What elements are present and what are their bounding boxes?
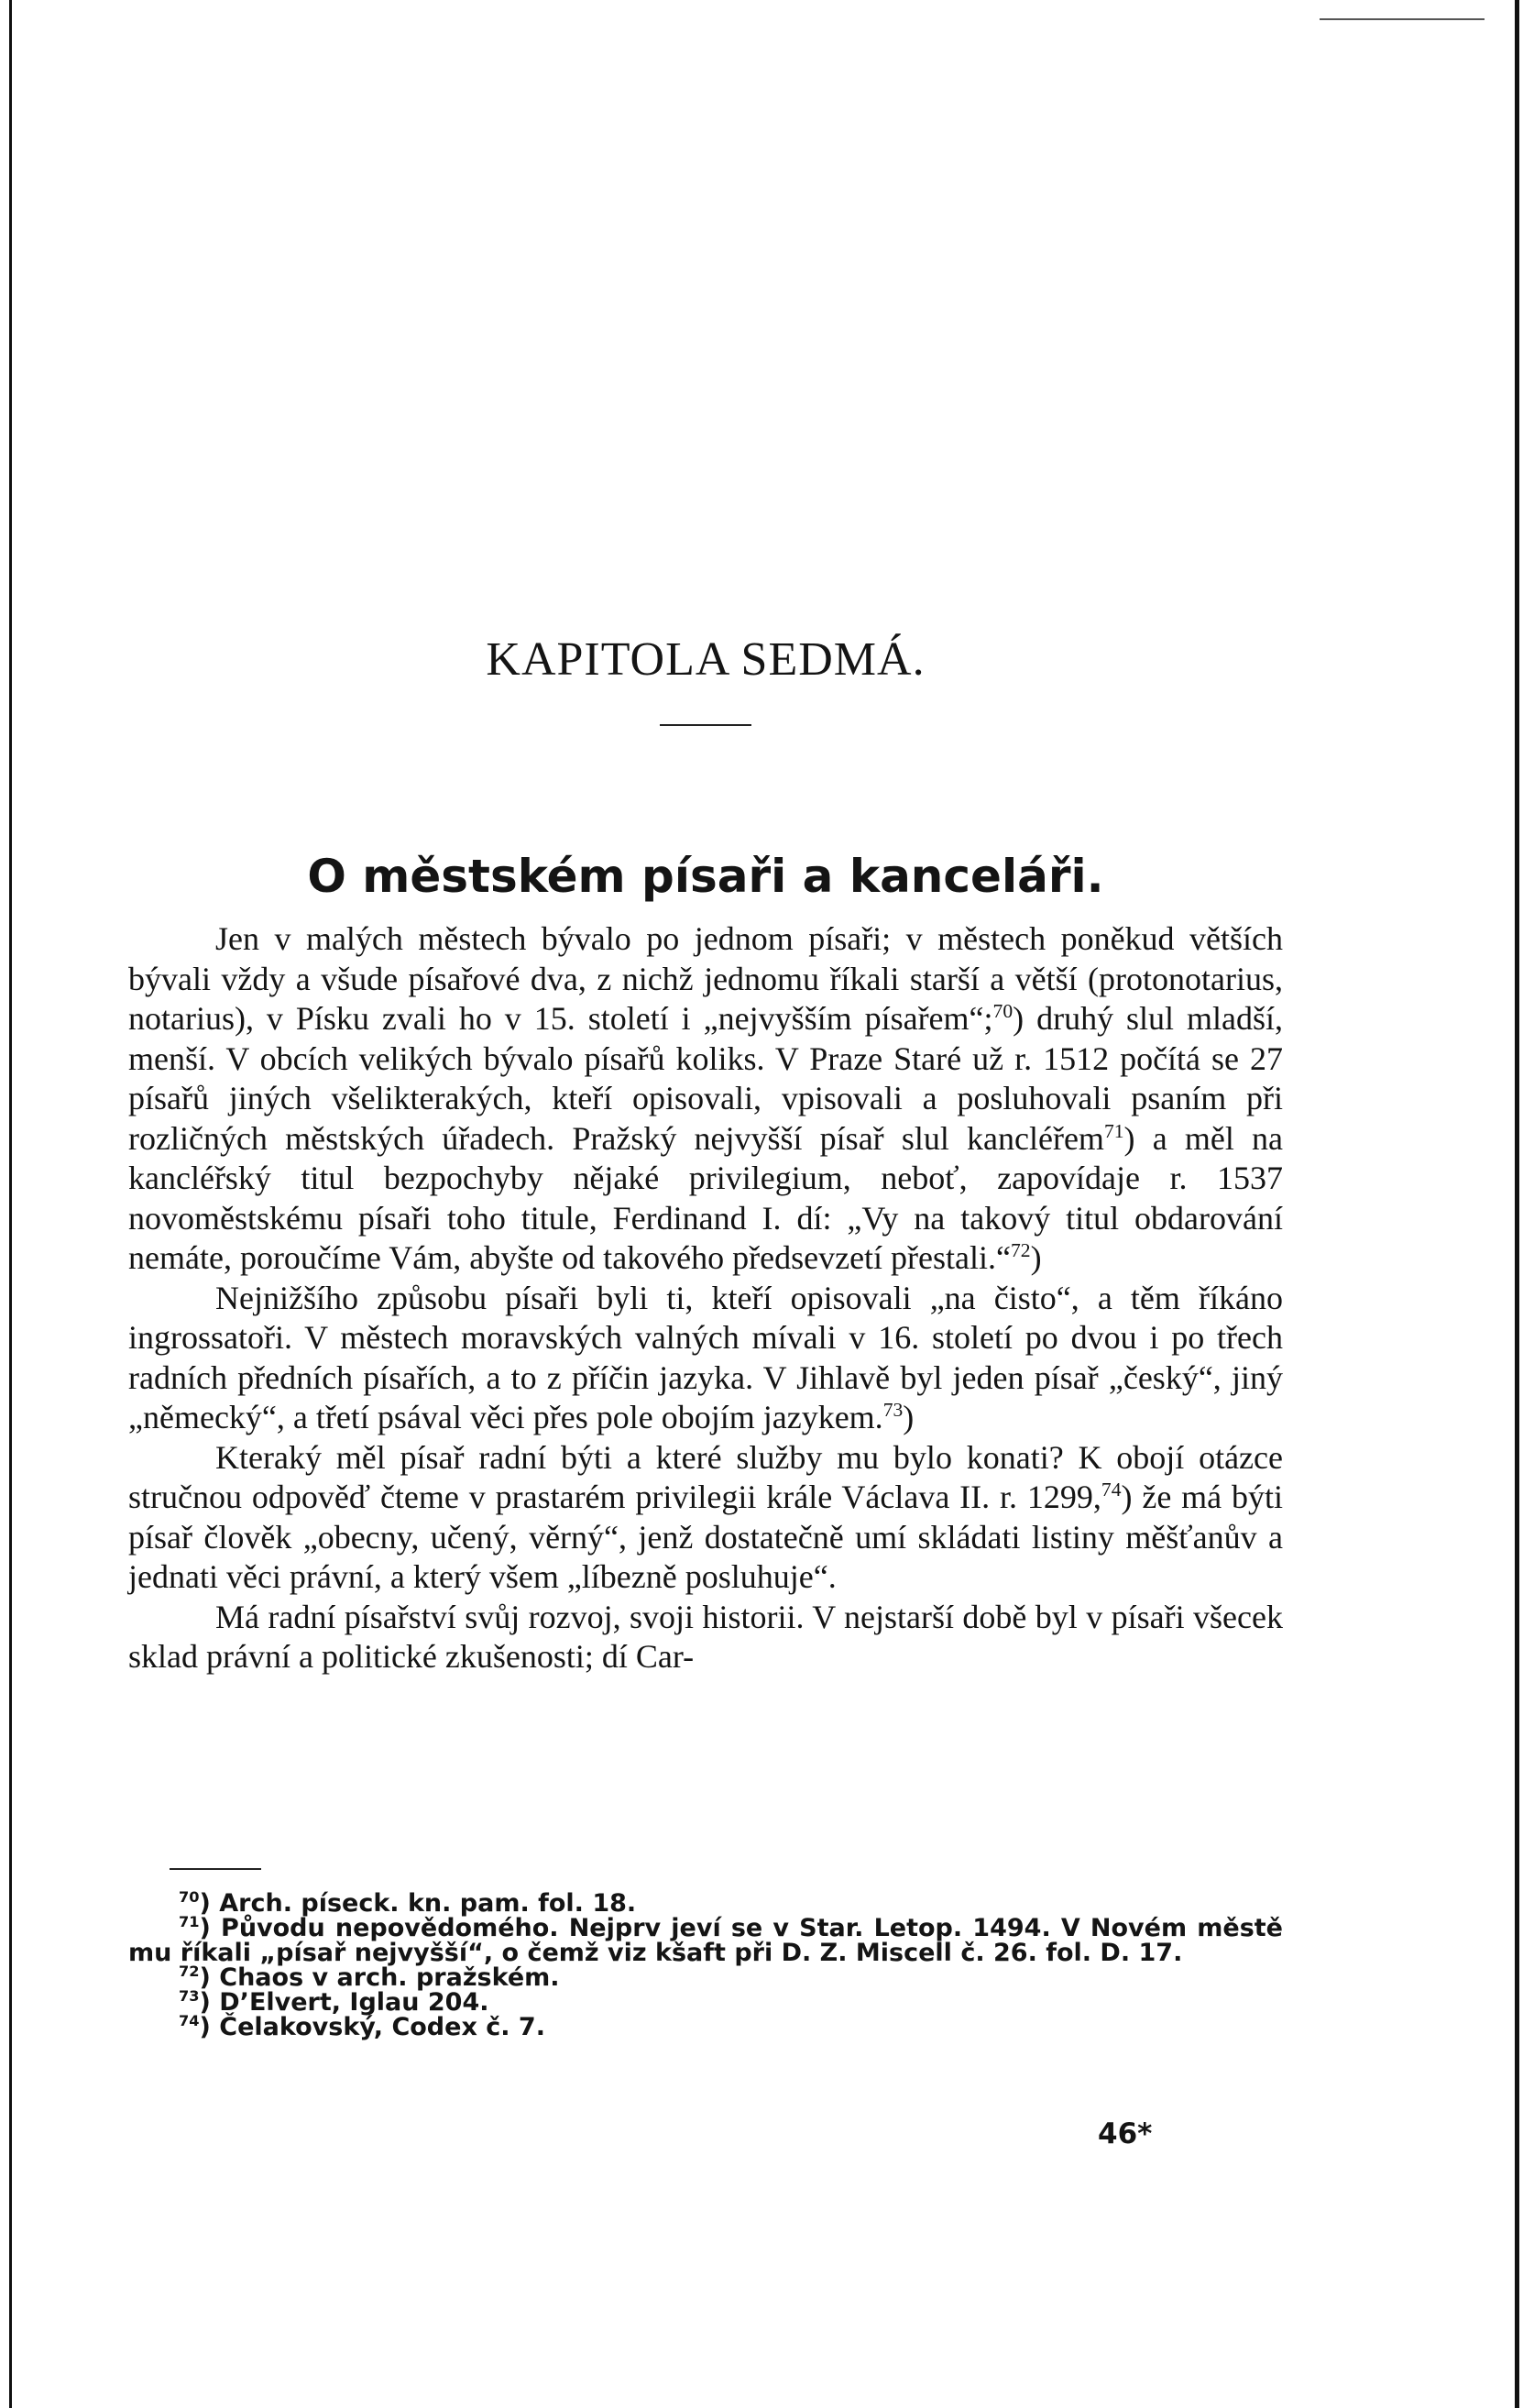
footnote — [128, 1888, 1283, 1918]
footnote-ref: 71 — [1103, 1119, 1124, 1142]
footnote-ref: 72 — [1011, 1239, 1031, 1261]
footnote-text: ) Arch. píseck. kn. pam. fol. 18. — [199, 1889, 637, 1918]
text-run: ) druhý slul mladší, menší. V obcích velikých bývalo písařů koliks. V Praze Staré už r. 1512 počítá se 27 písařů jiných všelikterakých, kteří opisovali, vpisovali a posluhovali psaním při rozličných městských úřadech. Pražský nejvyšší písař slul kancléřem — [128, 1000, 1284, 1157]
paragraph — [128, 1438, 1283, 1598]
footnote-text: ) Původu nepovědomého. Nejprv jeví se v Star. Letop. 1494. V Novém městě mu říkali „písař nejvyšší“, o čemž viz kšaft při D. Z. Miscell č. 26. fol. D. 17. — [128, 1914, 1283, 1967]
text-run: ) a měl na kancléřský titul bezpochyby nějaké privilegium, neboť, zapovídaje r. 1537 novoměstskému písaři toho titule, Ferdinand I. dí: „Vy na takový titul obdarování nemáte, poroučíme Vám, abyšte od takového předsevzetí přestali.“ — [128, 1119, 1283, 1276]
text-run: ) že má býti písař člověk „obecny, učený, věrný“, jenž dostatečně umí skládati listiny měšťanův a jednati věci právní, a který všem „líbezně posluhuje“. — [128, 1479, 1283, 1595]
footnotes — [128, 1888, 1283, 2041]
section-title: O městském písaři a kanceláři. — [307, 849, 1104, 903]
footnote-number: 71 — [179, 1913, 200, 1930]
footnote — [128, 1987, 1283, 2017]
text-run: Má radní písařství svůj rozvoj, svoji historii. V nejstarší době byl v písaři všecek sklad právní a politické zkušenosti; dí Car- — [128, 1598, 1283, 1675]
footnote-ref: 74 — [1101, 1479, 1122, 1501]
text-run: Kteraký měl písař radní býti a které služby mu bylo konati? K obojí otázce stručnou odpověď čteme v prastarém privilegii krále Václava II. r. 1299, — [128, 1438, 1283, 1515]
heading-divider — [660, 724, 751, 726]
page-edge-left — [9, 0, 12, 2408]
text-run: Jen v malých městech bývalo po jednom písaři; v městech poněkud větších bývali vždy a všude písařové dva, z nichž jednomu říkali starší a větší (protonotarius, notarius), v Písku zvali ho v 15. století i „nejvyšším písařem“; — [128, 920, 1283, 1037]
footnote-number: 70 — [179, 1888, 200, 1906]
chapter-heading: KAPITOLA SEDMÁ. — [486, 632, 926, 686]
footnote-ref: 70 — [992, 1000, 1014, 1022]
footnote-number: 73 — [179, 1987, 200, 2005]
footnote-ref: 73 — [882, 1399, 904, 1421]
page-edge-right — [1515, 0, 1519, 2408]
footnote — [128, 2012, 1283, 2041]
text-run: ) — [1030, 1239, 1042, 1276]
footnote — [128, 1965, 1283, 1990]
footnote-number: 74 — [179, 2012, 200, 2029]
footnote-number: 72 — [179, 1963, 200, 1980]
paragraph — [128, 1598, 1283, 1677]
footnote — [128, 1913, 1283, 1967]
footnote-text: ) Čelakovský, Codex č. 7. — [199, 2013, 545, 2041]
footnote-text: ) Chaos v arch. pražském. — [199, 1963, 560, 1992]
body-text — [128, 919, 1283, 1677]
top-rule — [1320, 18, 1485, 20]
paragraph — [128, 919, 1283, 1279]
text-run: ) — [903, 1399, 915, 1435]
text-run: Nejnižšího způsobu písaři byli ti, kteří opisovali „na čisto“, a těm říkáno ingrossatoři. V městech moravských valných mívali v 16. století po dvou i po třech radních předních písařích, a to z příčin jazyka. V Jihlavě byl jeden písař „český“, jiný „německý“, a třetí psával věci přes pole obojím jazykem. — [128, 1279, 1283, 1435]
footnote-text: ) D’Elvert, Iglau 204. — [199, 1988, 489, 2017]
paragraph — [128, 1279, 1283, 1438]
signature-mark: 46* — [1098, 2117, 1153, 2150]
footnote-divider — [170, 1868, 261, 1870]
